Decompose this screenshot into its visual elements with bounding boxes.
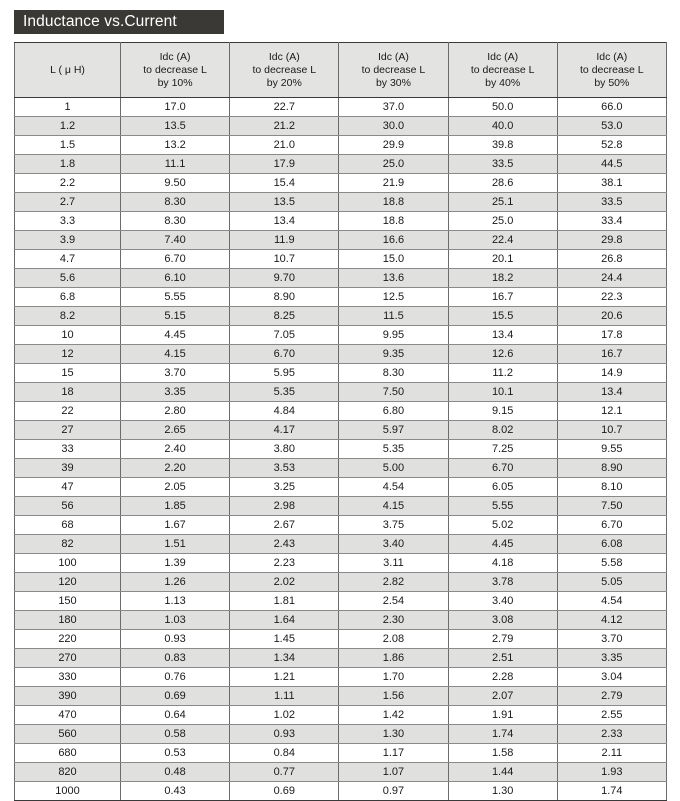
cell-idc-4: 9.15 xyxy=(448,402,557,421)
table-row xyxy=(15,459,667,478)
table-row xyxy=(15,193,667,212)
cell-idc-3: 18.8 xyxy=(339,212,448,231)
cell-idc-4: 5.55 xyxy=(448,497,557,516)
cell-idc-2: 6.70 xyxy=(230,345,339,364)
cell-idc-3: 3.40 xyxy=(339,535,448,554)
cell-inductance: 12 xyxy=(15,345,121,364)
cell-idc-1: 3.35 xyxy=(121,383,230,402)
table-row xyxy=(15,326,667,345)
cell-idc-4: 3.40 xyxy=(448,592,557,611)
cell-idc-2: 4.17 xyxy=(230,421,339,440)
cell-idc-2: 9.70 xyxy=(230,269,339,288)
cell-idc-1: 0.93 xyxy=(121,630,230,649)
cell-idc-2: 1.64 xyxy=(230,611,339,630)
cell-idc-3: 5.35 xyxy=(339,440,448,459)
column-header-3-line-1: Idc (A) xyxy=(378,50,409,63)
cell-idc-4: 5.02 xyxy=(448,516,557,535)
cell-idc-1: 2.40 xyxy=(121,440,230,459)
cell-idc-3: 12.5 xyxy=(339,288,448,307)
cell-idc-3: 21.9 xyxy=(339,174,448,193)
table-header-row xyxy=(15,43,667,98)
cell-idc-2: 2.98 xyxy=(230,497,339,516)
cell-inductance: 2.7 xyxy=(15,193,121,212)
cell-inductance: 10 xyxy=(15,326,121,345)
cell-idc-4: 33.5 xyxy=(448,155,557,174)
cell-idc-3: 1.17 xyxy=(339,744,448,763)
cell-idc-5: 4.12 xyxy=(557,611,666,630)
cell-idc-3: 2.54 xyxy=(339,592,448,611)
cell-idc-1: 1.85 xyxy=(121,497,230,516)
cell-idc-2: 1.21 xyxy=(230,668,339,687)
cell-idc-3: 15.0 xyxy=(339,250,448,269)
table-row xyxy=(15,345,667,364)
cell-inductance: 820 xyxy=(15,763,121,782)
cell-inductance: 1.8 xyxy=(15,155,121,174)
cell-inductance: 180 xyxy=(15,611,121,630)
cell-idc-2: 8.25 xyxy=(230,307,339,326)
cell-idc-2: 11.9 xyxy=(230,231,339,250)
cell-inductance: 1.2 xyxy=(15,117,121,136)
cell-idc-4: 11.2 xyxy=(448,364,557,383)
cell-idc-1: 1.13 xyxy=(121,592,230,611)
cell-idc-2: 21.2 xyxy=(230,117,339,136)
cell-idc-2: 8.90 xyxy=(230,288,339,307)
cell-idc-4: 18.2 xyxy=(448,269,557,288)
table-row xyxy=(15,497,667,516)
cell-idc-4: 6.05 xyxy=(448,478,557,497)
column-header-4-line-1: Idc (A) xyxy=(487,50,519,63)
cell-idc-2: 15.4 xyxy=(230,174,339,193)
cell-idc-2: 1.45 xyxy=(230,630,339,649)
cell-idc-4: 20.1 xyxy=(448,250,557,269)
cell-idc-3: 2.82 xyxy=(339,573,448,592)
column-header-2 xyxy=(230,43,339,98)
cell-idc-5: 33.5 xyxy=(557,193,666,212)
cell-idc-5: 9.55 xyxy=(557,440,666,459)
cell-idc-5: 29.8 xyxy=(557,231,666,250)
column-header-0 xyxy=(15,43,121,98)
cell-idc-4: 7.25 xyxy=(448,440,557,459)
table-row xyxy=(15,535,667,554)
section-title: Inductance vs.Current xyxy=(23,13,177,30)
cell-idc-2: 2.67 xyxy=(230,516,339,535)
column-header-4 xyxy=(448,43,557,98)
column-header-2-line-1: Idc (A) xyxy=(268,50,300,63)
cell-idc-4: 1.30 xyxy=(448,782,557,801)
table-row xyxy=(15,174,667,193)
cell-idc-1: 1.51 xyxy=(121,535,230,554)
table-row xyxy=(15,725,667,744)
cell-inductance: 680 xyxy=(15,744,121,763)
table-row xyxy=(15,307,667,326)
cell-idc-1: 5.55 xyxy=(121,288,230,307)
cell-idc-5: 66.0 xyxy=(557,98,666,117)
cell-idc-5: 6.08 xyxy=(557,535,666,554)
cell-idc-1: 0.83 xyxy=(121,649,230,668)
cell-idc-1: 2.20 xyxy=(121,459,230,478)
table-row xyxy=(15,782,667,801)
cell-idc-5: 2.33 xyxy=(557,725,666,744)
cell-idc-4: 3.08 xyxy=(448,611,557,630)
cell-idc-4: 1.58 xyxy=(448,744,557,763)
cell-idc-2: 5.35 xyxy=(230,383,339,402)
column-header-3-line-2: to decrease L xyxy=(361,63,426,76)
cell-idc-2: 22.7 xyxy=(230,98,339,117)
table-row xyxy=(15,364,667,383)
cell-idc-1: 6.70 xyxy=(121,250,230,269)
cell-idc-2: 5.95 xyxy=(230,364,339,383)
cell-idc-4: 28.6 xyxy=(448,174,557,193)
cell-idc-5: 17.8 xyxy=(557,326,666,345)
cell-inductance: 56 xyxy=(15,497,121,516)
cell-inductance: 15 xyxy=(15,364,121,383)
cell-idc-5: 12.1 xyxy=(557,402,666,421)
cell-idc-1: 6.10 xyxy=(121,269,230,288)
cell-idc-3: 9.35 xyxy=(339,345,448,364)
cell-inductance: 27 xyxy=(15,421,121,440)
cell-idc-2: 13.4 xyxy=(230,212,339,231)
cell-inductance: 1 xyxy=(15,98,121,117)
cell-inductance: 18 xyxy=(15,383,121,402)
cell-idc-1: 0.58 xyxy=(121,725,230,744)
cell-idc-1: 4.15 xyxy=(121,345,230,364)
cell-idc-4: 16.7 xyxy=(448,288,557,307)
cell-idc-2: 3.25 xyxy=(230,478,339,497)
cell-idc-5: 2.11 xyxy=(557,744,666,763)
table-row xyxy=(15,554,667,573)
cell-inductance: 6.8 xyxy=(15,288,121,307)
cell-idc-5: 26.8 xyxy=(557,250,666,269)
column-header-1-line-2: to decrease L xyxy=(143,63,207,76)
cell-idc-3: 37.0 xyxy=(339,98,448,117)
table-row xyxy=(15,231,667,250)
cell-idc-2: 2.02 xyxy=(230,573,339,592)
cell-idc-5: 52.8 xyxy=(557,136,666,155)
cell-idc-3: 5.00 xyxy=(339,459,448,478)
cell-idc-4: 3.78 xyxy=(448,573,557,592)
cell-idc-2: 21.0 xyxy=(230,136,339,155)
column-header-4-line-3: by 40% xyxy=(485,76,521,89)
table-row xyxy=(15,649,667,668)
column-header-5-line-2: to decrease L xyxy=(580,63,644,76)
cell-idc-4: 15.5 xyxy=(448,307,557,326)
cell-idc-1: 8.30 xyxy=(121,193,230,212)
cell-idc-2: 0.93 xyxy=(230,725,339,744)
cell-idc-2: 2.43 xyxy=(230,535,339,554)
cell-idc-1: 2.05 xyxy=(121,478,230,497)
cell-idc-5: 1.93 xyxy=(557,763,666,782)
cell-idc-5: 5.58 xyxy=(557,554,666,573)
table-row xyxy=(15,611,667,630)
cell-idc-1: 2.65 xyxy=(121,421,230,440)
cell-idc-1: 0.53 xyxy=(121,744,230,763)
cell-idc-3: 7.50 xyxy=(339,383,448,402)
cell-idc-5: 53.0 xyxy=(557,117,666,136)
column-header-3 xyxy=(339,43,448,98)
table-row xyxy=(15,744,667,763)
cell-idc-2: 0.84 xyxy=(230,744,339,763)
cell-idc-4: 10.1 xyxy=(448,383,557,402)
cell-idc-3: 1.07 xyxy=(339,763,448,782)
cell-idc-4: 2.79 xyxy=(448,630,557,649)
cell-idc-4: 39.8 xyxy=(448,136,557,155)
cell-idc-4: 25.0 xyxy=(448,212,557,231)
cell-inductance: 150 xyxy=(15,592,121,611)
cell-inductance: 5.6 xyxy=(15,269,121,288)
cell-idc-5: 44.5 xyxy=(557,155,666,174)
cell-idc-5: 33.4 xyxy=(557,212,666,231)
table-row xyxy=(15,117,667,136)
table-row xyxy=(15,98,667,117)
table-row xyxy=(15,155,667,174)
inductance-vs-current-table xyxy=(14,42,667,801)
cell-idc-5: 8.10 xyxy=(557,478,666,497)
cell-idc-5: 14.9 xyxy=(557,364,666,383)
cell-inductance: 3.3 xyxy=(15,212,121,231)
cell-idc-3: 2.08 xyxy=(339,630,448,649)
column-header-2-line-3: by 20% xyxy=(266,76,302,89)
table-row xyxy=(15,136,667,155)
cell-idc-1: 13.2 xyxy=(121,136,230,155)
table-row xyxy=(15,592,667,611)
table-body xyxy=(15,98,667,801)
cell-idc-5: 2.79 xyxy=(557,687,666,706)
cell-idc-1: 17.0 xyxy=(121,98,230,117)
cell-idc-4: 1.44 xyxy=(448,763,557,782)
cell-idc-2: 0.69 xyxy=(230,782,339,801)
column-header-2-line-2: to decrease L xyxy=(252,63,317,76)
cell-idc-4: 2.07 xyxy=(448,687,557,706)
cell-idc-1: 4.45 xyxy=(121,326,230,345)
cell-idc-2: 2.23 xyxy=(230,554,339,573)
cell-inductance: 82 xyxy=(15,535,121,554)
cell-idc-4: 4.45 xyxy=(448,535,557,554)
cell-inductance: 470 xyxy=(15,706,121,725)
cell-idc-3: 1.30 xyxy=(339,725,448,744)
cell-idc-1: 3.70 xyxy=(121,364,230,383)
column-header-0-line-1: L ( μ H) xyxy=(50,63,85,76)
cell-inductance: 8.2 xyxy=(15,307,121,326)
cell-idc-1: 8.30 xyxy=(121,212,230,231)
cell-idc-3: 4.54 xyxy=(339,478,448,497)
column-header-5-line-1: Idc (A) xyxy=(596,50,628,63)
cell-idc-1: 1.26 xyxy=(121,573,230,592)
cell-idc-5: 7.50 xyxy=(557,497,666,516)
cell-inductance: 33 xyxy=(15,440,121,459)
cell-inductance: 22 xyxy=(15,402,121,421)
cell-idc-1: 13.5 xyxy=(121,117,230,136)
cell-inductance: 390 xyxy=(15,687,121,706)
cell-idc-4: 40.0 xyxy=(448,117,557,136)
cell-inductance: 39 xyxy=(15,459,121,478)
cell-idc-5: 3.70 xyxy=(557,630,666,649)
cell-idc-1: 0.48 xyxy=(121,763,230,782)
cell-idc-2: 1.11 xyxy=(230,687,339,706)
cell-idc-2: 3.80 xyxy=(230,440,339,459)
cell-idc-5: 3.04 xyxy=(557,668,666,687)
cell-idc-3: 1.56 xyxy=(339,687,448,706)
column-header-1-line-3: by 10% xyxy=(157,76,193,89)
cell-idc-3: 5.97 xyxy=(339,421,448,440)
cell-idc-1: 0.43 xyxy=(121,782,230,801)
cell-idc-4: 4.18 xyxy=(448,554,557,573)
cell-idc-3: 11.5 xyxy=(339,307,448,326)
cell-idc-4: 25.1 xyxy=(448,193,557,212)
cell-idc-5: 20.6 xyxy=(557,307,666,326)
cell-idc-3: 3.75 xyxy=(339,516,448,535)
table-row xyxy=(15,383,667,402)
cell-idc-1: 1.03 xyxy=(121,611,230,630)
table-row xyxy=(15,573,667,592)
cell-idc-5: 16.7 xyxy=(557,345,666,364)
cell-idc-1: 1.67 xyxy=(121,516,230,535)
cell-idc-1: 9.50 xyxy=(121,174,230,193)
cell-idc-4: 6.70 xyxy=(448,459,557,478)
column-header-5-line-3: by 50% xyxy=(594,76,630,89)
cell-idc-4: 1.91 xyxy=(448,706,557,725)
column-header-1-line-1: Idc (A) xyxy=(159,50,191,63)
cell-idc-5: 5.05 xyxy=(557,573,666,592)
cell-idc-5: 13.4 xyxy=(557,383,666,402)
cell-idc-4: 12.6 xyxy=(448,345,557,364)
cell-idc-5: 24.4 xyxy=(557,269,666,288)
column-header-4-line-2: to decrease L xyxy=(470,63,535,76)
table-row xyxy=(15,269,667,288)
cell-idc-3: 1.70 xyxy=(339,668,448,687)
cell-idc-5: 3.35 xyxy=(557,649,666,668)
cell-idc-3: 25.0 xyxy=(339,155,448,174)
cell-inductance: 220 xyxy=(15,630,121,649)
cell-idc-4: 2.28 xyxy=(448,668,557,687)
table-row xyxy=(15,630,667,649)
cell-idc-4: 8.02 xyxy=(448,421,557,440)
cell-inductance: 68 xyxy=(15,516,121,535)
cell-idc-3: 16.6 xyxy=(339,231,448,250)
cell-idc-3: 1.42 xyxy=(339,706,448,725)
cell-idc-3: 2.30 xyxy=(339,611,448,630)
table-row xyxy=(15,478,667,497)
cell-idc-5: 38.1 xyxy=(557,174,666,193)
cell-idc-3: 4.15 xyxy=(339,497,448,516)
cell-inductance: 120 xyxy=(15,573,121,592)
table-row xyxy=(15,421,667,440)
table-row xyxy=(15,516,667,535)
cell-idc-1: 2.80 xyxy=(121,402,230,421)
cell-idc-5: 1.74 xyxy=(557,782,666,801)
cell-idc-2: 7.05 xyxy=(230,326,339,345)
cell-inductance: 270 xyxy=(15,649,121,668)
column-header-3-line-3: by 30% xyxy=(375,76,411,89)
cell-idc-5: 4.54 xyxy=(557,592,666,611)
table-row xyxy=(15,288,667,307)
cell-idc-4: 1.74 xyxy=(448,725,557,744)
table-row xyxy=(15,668,667,687)
cell-idc-5: 10.7 xyxy=(557,421,666,440)
cell-inductance: 47 xyxy=(15,478,121,497)
cell-idc-2: 17.9 xyxy=(230,155,339,174)
cell-inductance: 560 xyxy=(15,725,121,744)
cell-idc-5: 22.3 xyxy=(557,288,666,307)
cell-inductance: 3.9 xyxy=(15,231,121,250)
cell-inductance: 100 xyxy=(15,554,121,573)
cell-idc-3: 9.95 xyxy=(339,326,448,345)
cell-inductance: 4.7 xyxy=(15,250,121,269)
cell-inductance: 1000 xyxy=(15,782,121,801)
inductance-vs-current-table-wrapper xyxy=(14,42,666,801)
cell-idc-1: 5.15 xyxy=(121,307,230,326)
cell-idc-2: 3.53 xyxy=(230,459,339,478)
column-header-1 xyxy=(121,43,230,98)
cell-idc-2: 1.02 xyxy=(230,706,339,725)
cell-idc-4: 50.0 xyxy=(448,98,557,117)
cell-idc-1: 0.76 xyxy=(121,668,230,687)
cell-idc-5: 2.55 xyxy=(557,706,666,725)
cell-idc-3: 8.30 xyxy=(339,364,448,383)
cell-idc-3: 13.6 xyxy=(339,269,448,288)
cell-idc-4: 2.51 xyxy=(448,649,557,668)
cell-idc-4: 13.4 xyxy=(448,326,557,345)
column-header-5 xyxy=(557,43,666,98)
cell-idc-5: 8.90 xyxy=(557,459,666,478)
table-row xyxy=(15,763,667,782)
cell-inductance: 1.5 xyxy=(15,136,121,155)
cell-idc-3: 18.8 xyxy=(339,193,448,212)
cell-idc-3: 6.80 xyxy=(339,402,448,421)
cell-inductance: 2.2 xyxy=(15,174,121,193)
cell-idc-1: 7.40 xyxy=(121,231,230,250)
cell-idc-2: 4.84 xyxy=(230,402,339,421)
table-row xyxy=(15,706,667,725)
table-row xyxy=(15,402,667,421)
cell-idc-2: 0.77 xyxy=(230,763,339,782)
cell-idc-1: 11.1 xyxy=(121,155,230,174)
table-row xyxy=(15,440,667,459)
cell-idc-3: 1.86 xyxy=(339,649,448,668)
cell-idc-2: 1.81 xyxy=(230,592,339,611)
cell-idc-1: 0.69 xyxy=(121,687,230,706)
cell-idc-2: 13.5 xyxy=(230,193,339,212)
table-row xyxy=(15,212,667,231)
table-row xyxy=(15,687,667,706)
cell-idc-1: 0.64 xyxy=(121,706,230,725)
table-header xyxy=(15,43,667,98)
cell-idc-4: 22.4 xyxy=(448,231,557,250)
section-title-banner xyxy=(14,10,224,34)
cell-inductance: 330 xyxy=(15,668,121,687)
cell-idc-3: 0.97 xyxy=(339,782,448,801)
cell-idc-3: 30.0 xyxy=(339,117,448,136)
cell-idc-2: 1.34 xyxy=(230,649,339,668)
cell-idc-3: 3.11 xyxy=(339,554,448,573)
cell-idc-1: 1.39 xyxy=(121,554,230,573)
cell-idc-3: 29.9 xyxy=(339,136,448,155)
table-row xyxy=(15,250,667,269)
cell-idc-2: 10.7 xyxy=(230,250,339,269)
cell-idc-5: 6.70 xyxy=(557,516,666,535)
